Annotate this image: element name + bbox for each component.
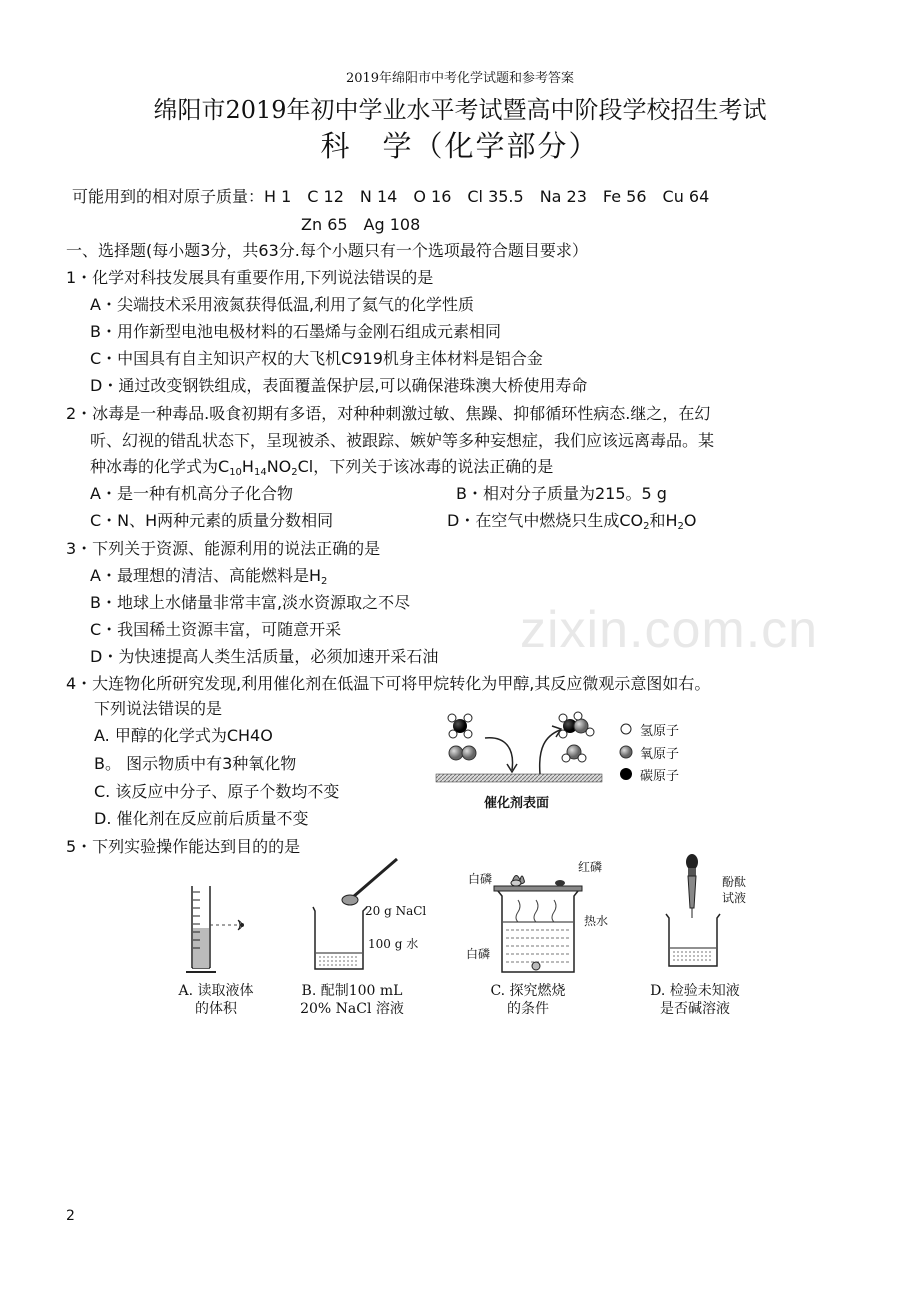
q1-option-b: B・用作新型电池电极材料的石墨烯与金刚石组成元素相同 [90, 322, 501, 341]
q3-option-c: C・我国稀土资源丰富，可随意开采 [90, 620, 342, 639]
q4-option-c: C. 该反应中分子、原子个数均不变 [94, 782, 340, 801]
legend-hydrogen: 氢原子 [640, 724, 680, 739]
q1-stem: 1・化学对科技发展具有重要作用,下列说法错误的是 [66, 268, 434, 287]
dropper-beaker-figure [660, 852, 730, 972]
oxygen-legend-icon [620, 746, 632, 758]
q4-stem: 4・大连物化所研究发现,利用催化剂在低温下可将甲烷转化为甲醇,其反应微观示意图如右。 [66, 674, 711, 693]
q4-option-a: A. 甲醇的化学式为CH4O [94, 726, 273, 745]
page-number: 2 [66, 1208, 75, 1224]
page-header: 2019年绵阳市中考化学试题和参考答案 [345, 71, 575, 86]
white-phosphorus-top-label: 白磷 [468, 872, 493, 886]
caption-d-line-1: D. 检验未知液 [650, 983, 740, 999]
catalyst-surface [436, 774, 602, 782]
legend-oxygen: 氧原子 [640, 747, 680, 762]
nacl-mass-label: 20 g NaCl [365, 904, 427, 918]
combustion-apparatus-figure [488, 860, 588, 975]
figure-c-svg [488, 860, 588, 975]
q2-stem-line-3: 种冰毒的化学式为$C_{10}H_{14}NO_2Cl$，下列关于该冰毒的说法正确的是 [90, 457, 554, 478]
hydrogen-legend-icon [621, 724, 631, 734]
graduated-cylinder-figure [178, 880, 258, 980]
atomic-mass-line-1: 可能用到的相对原子质量：H 1 C 12 N 14 O 16 Cl 35.5 Na 23 Fe 56 Cu 64 [72, 187, 710, 206]
caption-a-line-2: 的体积 [195, 1001, 237, 1017]
oxygen-molecule [449, 746, 476, 760]
q3-stem: 3・下列关于资源、能源利用的说法正确的是 [66, 539, 381, 558]
subject-title: 科 学（化学部分） [320, 129, 600, 163]
q2-option-a: A・是一种有机高分子化合物 [90, 484, 293, 503]
q4-stem-2: 下列说法错误的是 [94, 699, 223, 718]
q2-option-c: C・N、H两种元素的质量分数相同 [90, 511, 334, 530]
q4-option-b: B。 图示物质中有3种氧化物 [94, 754, 297, 773]
water-mass-label: 100 g 水 [368, 937, 419, 951]
legend-carbon: 碳原子 [640, 769, 680, 784]
water-molecule [562, 745, 586, 762]
atomic-mass-line-2: Zn 65 Ag 108 [301, 215, 421, 234]
phenolphthalein-label-1: 酚酞 [722, 875, 747, 889]
catalyst-surface-label: 催化剂表面 [484, 796, 550, 811]
q2-stem-line-2: 听、幻视的错乱状态下，呈现被杀、被跟踪、嫉妒等多种妄想症，我们应该远离毒品。某 [90, 431, 715, 450]
q3-option-d: D・为快速提高人类生活质量，必须加速开采石油 [90, 647, 439, 666]
q2-stem-line-1: 2・冰毒是一种毒品.吸食初期有多语，对种种刺激过敏、焦躁、抑郁循环性病态.继之，在幻 [66, 404, 711, 423]
red-phosphorus-label: 红磷 [578, 860, 603, 874]
exam-title: 绵阳市2019年初中学业水平考试暨高中阶段学校招生考试 [153, 96, 767, 124]
hot-water-label: 热水 [584, 914, 609, 928]
methane-molecule [448, 714, 472, 738]
q2-option-d: D・在空气中燃烧只生成$CO_2$和$H_2O$ [447, 511, 697, 532]
q3-option-b: B・地球上水储量非常丰富,淡水资源取之不尽 [90, 593, 411, 612]
q3-option-a: A・最理想的清洁、高能燃料是$H_2$ [90, 566, 328, 587]
phenolphthalein-label-2: 试液 [722, 891, 747, 905]
q1-option-d: D・通过改变钢铁组成，表面覆盖保护层,可以确保港珠澳大桥使用寿命 [90, 376, 588, 395]
caption-b-line-1: B. 配制100 mL [301, 983, 403, 999]
section-title: 一、选择题(每小题3分，共63分.每个小题只有一个选项最符合题目要求） [66, 241, 588, 260]
figure-d-svg [660, 852, 730, 972]
q1-option-c: C・中国具有自主知识产权的大飞机C919机身主体材料是铝合金 [90, 349, 543, 368]
caption-a-line-1: A. 读取液体 [178, 983, 254, 999]
q4-option-d: D. 催化剂在反应前后质量不变 [94, 809, 309, 828]
caption-c-line-1: C. 探究燃烧 [490, 983, 566, 999]
methanol-molecule [559, 712, 594, 738]
caption-d-line-2: 是否碱溶液 [660, 1001, 730, 1017]
carbon-legend-icon [620, 768, 632, 780]
q1-option-a: A・尖端技术采用液氮获得低温,利用了氦气的化学性质 [90, 295, 475, 314]
q5-stem: 5・下列实验操作能达到目的的是 [66, 837, 301, 856]
white-phosphorus-bottom-label: 白磷 [466, 947, 491, 961]
caption-c-line-2: 的条件 [507, 1001, 549, 1017]
caption-b-line-2: 20% NaCl 溶液 [300, 1001, 404, 1017]
figure-a-svg [178, 880, 258, 980]
watermark: zixin.com.cn [520, 601, 819, 659]
q2-option-b: B・相对分子质量为215。5 g [456, 484, 667, 503]
